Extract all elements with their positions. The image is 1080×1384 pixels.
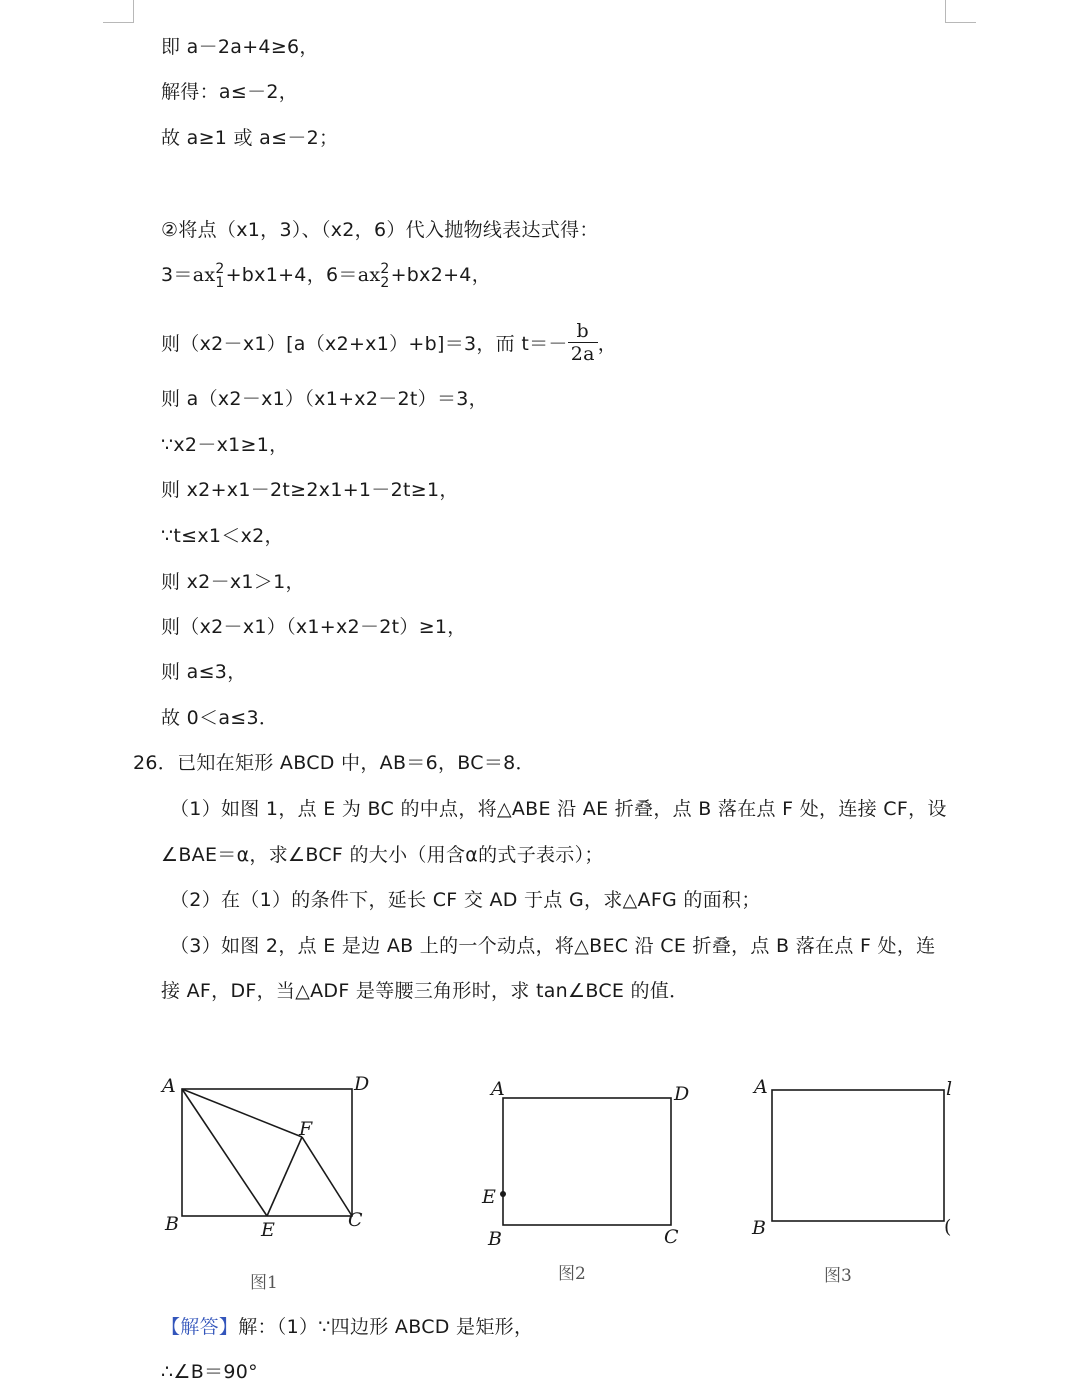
- fig1-label-F: F: [299, 1118, 313, 1140]
- formula-sub: 2: [380, 274, 390, 291]
- problem-part2: （2）在（1）的条件下，延长 CF 交 AD 于点 G，求△AFG 的面积；: [170, 889, 761, 911]
- fig3-label-D-clipped: l: [946, 1078, 953, 1100]
- fig1-caption: 图1: [250, 1273, 278, 1293]
- solution-line: 故 0＜a≤3．: [161, 707, 279, 729]
- formula-part: ，: [597, 333, 618, 355]
- fig2-label-C: C: [664, 1226, 679, 1248]
- fig1-label-A: A: [162, 1075, 176, 1097]
- fig1-segment-AE: [182, 1089, 267, 1216]
- solution-line: 则 a（x2－x1）（x1+x2－2t）＝3，: [161, 388, 488, 410]
- formula-part: 3＝: [161, 264, 193, 286]
- solution-line: 即 a－2a+4≥6，: [161, 36, 319, 58]
- problem-part1-line2: ∠BAE＝α，求∠BCF 的大小（用含α的式子表示）；: [161, 844, 604, 866]
- formula-var: ax: [357, 264, 381, 286]
- fig1-rectangle: [182, 1089, 352, 1216]
- fig1-segment-FC: [302, 1137, 352, 1216]
- fig2-rectangle: [503, 1098, 671, 1225]
- fig3-label-B: B: [752, 1217, 766, 1239]
- solution-line: ∵t≤x1＜x2，: [161, 525, 284, 547]
- solution-line: 则（x2－x1）（x1+x2－2t）≥1，: [161, 616, 467, 638]
- problem-part1-line1: （1）如图 1，点 E 为 BC 的中点，将△ABE 沿 AE 折叠，点 B 落在点 F 处，连接 CF，设: [170, 798, 947, 820]
- solution-line: 则 x2－x1＞1，: [161, 571, 305, 593]
- formula-var: ax: [192, 264, 216, 286]
- solution-line: 故 a≥1 或 a≤－2；: [161, 127, 339, 149]
- formula-sub: 1: [215, 274, 225, 291]
- solution-line: ∵x2－x1≥1，: [161, 434, 289, 456]
- fig2-caption: 图2: [558, 1264, 586, 1284]
- solution-line: ②将点（x1，3）、（x2，6）代入抛物线表达式得：: [161, 219, 599, 241]
- fraction-numerator: b: [568, 320, 598, 343]
- fig3-caption: 图3: [824, 1266, 852, 1286]
- fig1-segment-EF: [267, 1137, 302, 1216]
- answer-tag: 【解答】: [161, 1316, 239, 1338]
- problem-part3-line2: 接 AF，DF，当△ADF 是等腰三角形时，求 tan∠BCE 的值．: [161, 980, 689, 1002]
- problem-part3-line1: （3）如图 2，点 E 是边 AB 上的一个动点，将△BEC 沿 CE 折叠，点 B 落在点 F 处，连: [170, 935, 936, 957]
- fig2-label-E: E: [482, 1186, 496, 1208]
- fig3-label-C-clipped: (: [944, 1216, 952, 1238]
- formula-part: 则（x2－x1）[a（x2+x1）+b]＝3，而 t＝－: [161, 333, 568, 355]
- problem-header: 26．已知在矩形 ABCD 中，AB＝6，BC＝8．: [133, 752, 535, 774]
- formula-part: +bx2+4，: [390, 264, 491, 286]
- fig1-label-E: E: [261, 1219, 275, 1241]
- fig2-point-E: [500, 1191, 506, 1197]
- formula-sup: 2: [380, 260, 390, 277]
- fraction-denominator: 2a: [570, 343, 595, 365]
- fig2-label-D: D: [674, 1083, 690, 1105]
- formula-part: +bx1+4，6＝: [225, 264, 358, 286]
- answer-line: [161, 1315, 533, 1339]
- solution-line: 则 x2+x1－2t≥2x1+1－2t≥1，: [161, 479, 459, 501]
- fig3-label-A: A: [754, 1076, 768, 1098]
- fig3-rectangle: [772, 1090, 944, 1221]
- fig2-label-B: B: [488, 1228, 502, 1250]
- solution-line: 解得：a≤－2，: [161, 81, 299, 103]
- fig1-label-C: C: [348, 1209, 363, 1231]
- fig1-label-D: D: [354, 1073, 370, 1095]
- fig2-label-A: A: [491, 1078, 505, 1100]
- answer-text: 解：（1）∵四边形 ABCD 是矩形，: [238, 1316, 534, 1338]
- fig1-segment-AF: [182, 1089, 302, 1137]
- formula-sup: 2: [215, 260, 225, 277]
- solution-line: 则 a≤3，: [161, 661, 247, 683]
- fig1-label-B: B: [165, 1213, 179, 1235]
- answer-next-line: ∴∠B＝90°: [161, 1361, 258, 1383]
